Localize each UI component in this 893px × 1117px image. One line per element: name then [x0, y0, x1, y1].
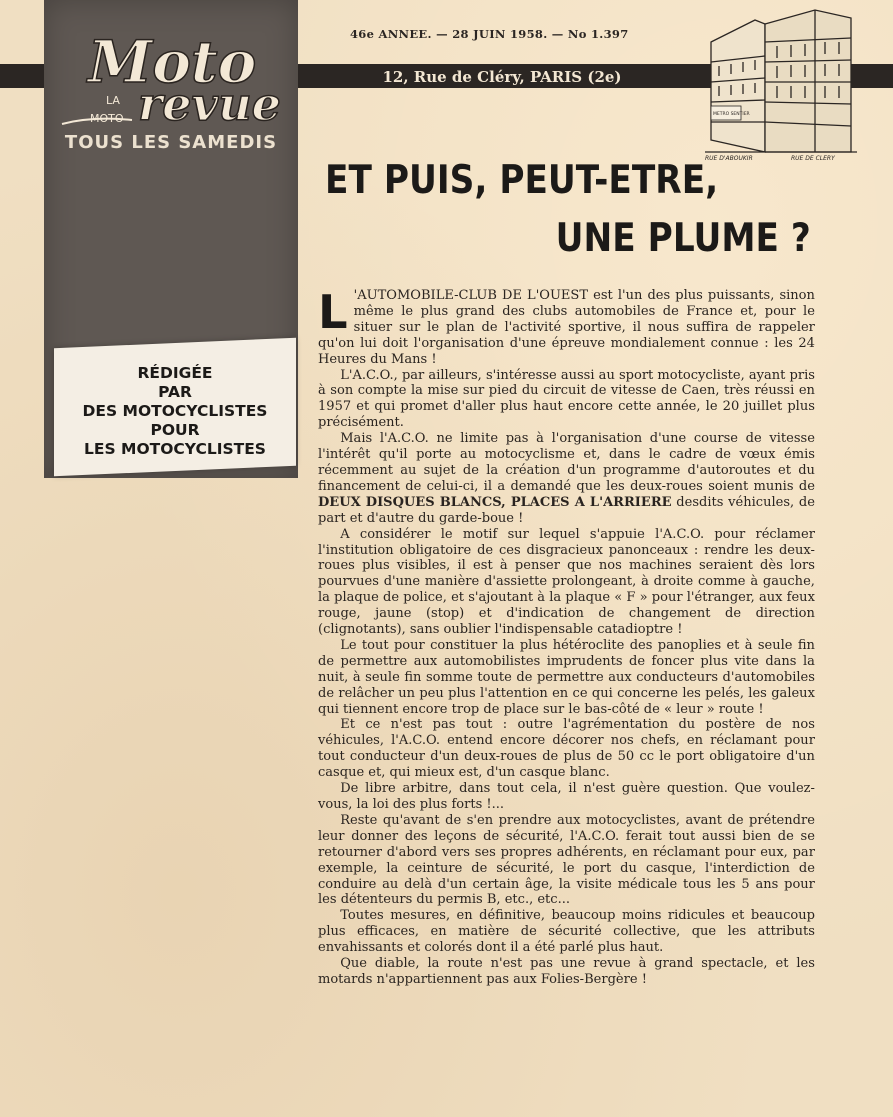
issue-line: 46e ANNEE. — 28 JUIN 1958. — No 1.397 — [350, 27, 629, 41]
redigee-text — [54, 364, 296, 459]
article-paragraph: L'A.C.O., par ailleurs, s'intéresse aussi au sport motocycliste, ayant pris à son compte la mise sur pied du circuit de vitesse de Caen, très réussi en 1957 et qui promet d'aller plus haut encore cette année, le 20 juillet plus précisément. — [318, 367, 815, 431]
article-paragraph: Le tout pour constituer la plus hétéroclite des panoplies et à seule fin de permettre aux automobilistes imprudents de foncer plus vite dans la nuit, à seule fin somme toute de permettre aux conducteurs d'automobiles de relâcher un peu plus l'attention en ce qui concerne les pelés, les galeux qui tiennent encore trop de place sur le bas-côté de « leur » route ! — [318, 637, 815, 717]
logo-small-moto-text: MOTO — [90, 112, 124, 125]
redigee-line-2: PAR — [158, 383, 192, 401]
redigee-line-4: POUR — [150, 421, 200, 439]
logo-la-text: LA — [106, 94, 120, 107]
article-body — [318, 285, 815, 988]
moto-revue-logo — [52, 24, 292, 134]
article-paragraph: Toutes mesures, en définitive, beaucoup moins ridicules et beaucoup plus efficaces, en matière de sécurité collective, que les attributs envahissants et colorés dont il a été parlé plus haut. — [318, 908, 815, 956]
drop-cap: L — [318, 285, 348, 339]
tagline: TOUS LES SAMEDIS — [64, 132, 278, 153]
article-paragraph: Et ce n'est pas tout : outre l'agrémentation du postère de nos véhicules, l'A.C.O. entend encore décorer nos chefs, en réclamant pour tout conducteur d'un deux-roues de plus de 50 cc le port obligatoire d'un casque et, qui mieux est, d'un casque blanc. — [318, 717, 815, 781]
article-paragraph: Que diable, la route n'est pas une revue à grand spectacle, et les motards n'appartiennent pas aux Folies-Bergère ! — [318, 956, 815, 987]
logo-revue-text: revue — [138, 77, 281, 131]
article-paragraph: Reste qu'avant de s'en prendre aux motocyclistes, avant de prétendre leur donner des leçons de sécurité, l'A.C.O. ferait tout aussi bien de se retourner d'abord vers ses propres adhérents, en réclamant pour eux, par exemple, la ceinture de sécurité, le port du casque, l'interdiction de conduire au delà d'un certain âge, la visite médicale tous les 5 ans pour les détenteurs du permis B, etc., etc... — [318, 812, 815, 908]
paragraph-text: Mais l'A.C.O. ne limite pas à l'organisation d'une course de vitesse l'intérêt qu'il porte au motocyclisme et, dans le cadre de vœux émis récemment au sujet de la création d'un programme d'autoroutes et du financement de celui-ci, il a demandé que les deux-roues soient munis de — [318, 431, 815, 494]
paragraph-text: desdits véhicules, de part et d'autre du garde-boue ! — [318, 494, 815, 526]
headline-line-1: ET PUIS, PEUT-ETRE, — [325, 158, 719, 203]
address-banner: 12, Rue de Cléry, PARIS (2e) — [382, 68, 622, 86]
redigee-line-1: RÉDIGÉE — [137, 364, 213, 382]
redigee-line-3: DES MOTOCYCLISTES — [82, 402, 268, 420]
redigee-line-5: LES MOTOCYCLISTES — [84, 440, 266, 458]
building-illustration — [705, 2, 857, 162]
article-paragraph: A considérer le motif sur lequel s'appuie l'A.C.O. pour réclamer l'institution obligatoire de ces disgracieux panonceaux : rendre les deux-roues plus visibles, il est à penser que nos machines seraient dès lors pourvues d'une manière d'assiette prolongeant, à droite comme à gauche, la plaque de police, et s'ajoutant à la plaque « F » pour l'étranger, aux feux rouge, jaune (stop) et d'indication de changement de direction (clignotants), sans oublier l'indispensable catadioptre ! — [318, 526, 815, 638]
paragraph-lead: 'AUTOMOBILE-CLUB DE L'OUEST — [353, 288, 589, 303]
article-paragraph: De libre arbitre, dans tout cela, il n'est guère question. Que voulez-vous, la loi des plus forts !... — [318, 781, 815, 812]
paragraph-emphasis: DEUX DISQUES BLANCS, PLACES A L'ARRIERE — [318, 494, 672, 510]
paragraph-text: est l'un des plus puissants, sinon même le plus grand des clubs automobiles de France et, pour le situer sur le plan de l'activité sportive, il nous suffira de rappeler qu'on lui doit l'organisation d'une épreuve mondialement connue : les 24 Heures du Mans ! — [318, 288, 815, 367]
building-sign: METRO SENTIER — [713, 112, 750, 117]
article-headline — [318, 152, 811, 268]
article-paragraph — [318, 431, 815, 526]
building-street-1: RUE D'ABOUKIR — [705, 155, 753, 162]
building-street-2: RUE DE CLERY — [791, 155, 835, 162]
article-paragraph — [318, 285, 815, 368]
headline-line-2: UNE PLUME ? — [555, 216, 811, 261]
logo-moto-text: Moto — [88, 28, 257, 96]
